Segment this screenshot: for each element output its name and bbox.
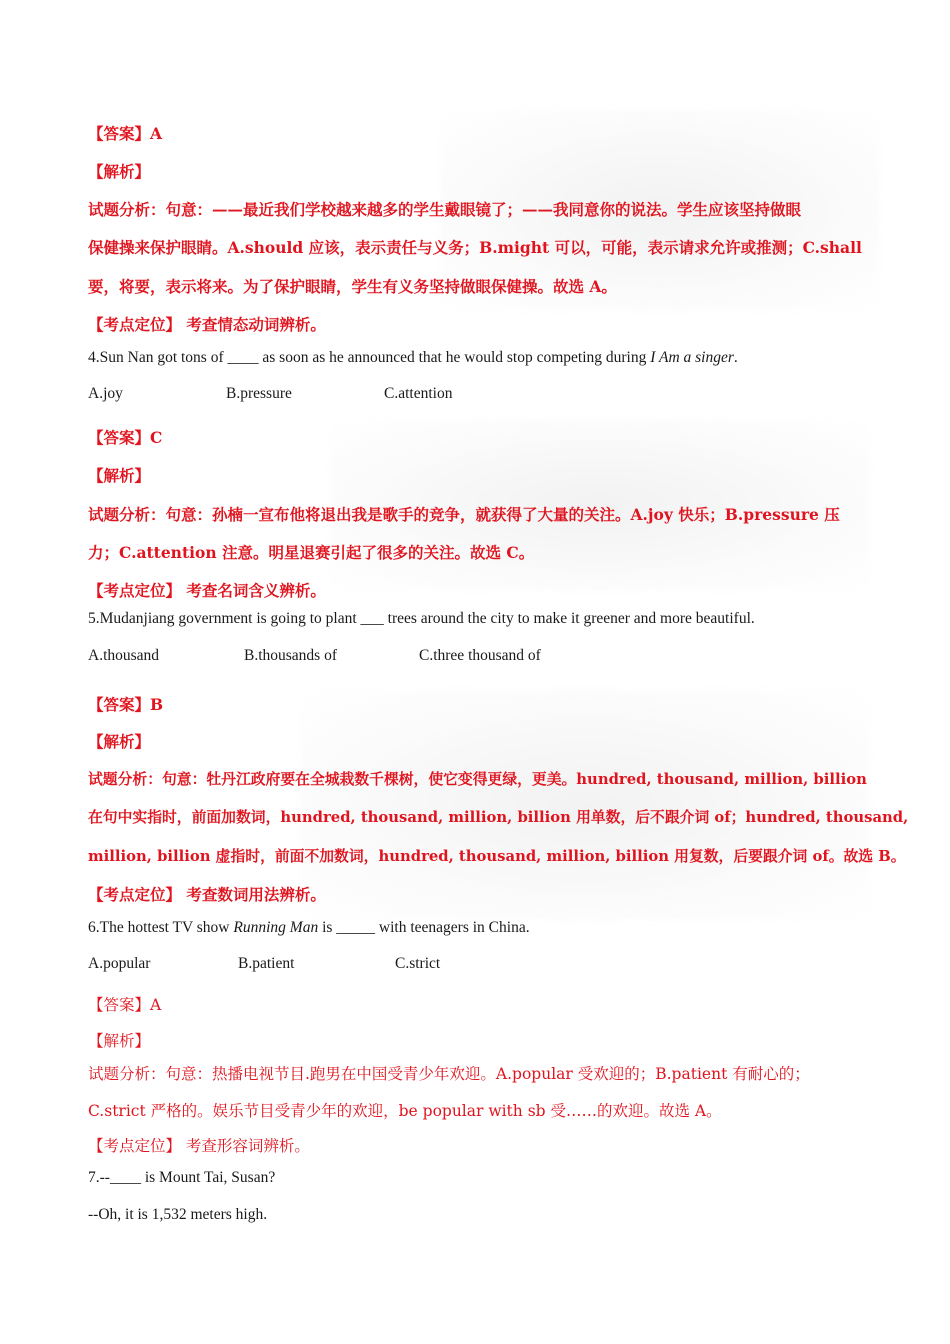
q3-point: 【考点定位】 考查情态动词辨析。: [88, 315, 326, 334]
q5-stem: 5.Mudanjiang government is going to plant ___ trees around the city to make it greener and more beautiful.: [88, 610, 755, 627]
q3-analysis-line-2: 保健操来保护眼睛。A.should 应该，表示责任与义务；B.might 可以，可能，表示请求允许或推测；C.shall: [88, 238, 862, 257]
q4-point: 【考点定位】 考查名词含义辨析。: [88, 581, 326, 600]
q5-analysis-line-3: million, billion 虚指时，前面不加数词，hundred, thousand, million, billion 用复数，后要跟介词 of。故选 B。: [88, 848, 906, 865]
q6-answer: 【答案】A: [88, 996, 162, 1014]
q5-analysis-label: 【解析】: [88, 732, 151, 751]
q6-analysis-label: 【解析】: [88, 1032, 151, 1050]
q4-option-c: C.attention: [384, 385, 453, 402]
q5-answer: 【答案】B: [88, 695, 164, 714]
q5-analysis-line-1: 试题分析：句意：牡丹江政府要在全城栽数千棵树，使它变得更绿，更美。hundred, thousand, million, billion: [88, 771, 867, 788]
q4-analysis-line-2: 力；C.attention 注意。明星退赛引起了很多的关注。故选 C。: [88, 543, 535, 562]
q5-option-b: B.thousands of: [244, 647, 337, 664]
q3-analysis-label: 【解析】: [88, 162, 151, 181]
q7-reply: --Oh, it is 1,532 meters high.: [88, 1206, 268, 1223]
q5-point: 【考点定位】 考查数词用法辨析。: [88, 885, 326, 904]
q4-option-b: B.pressure: [226, 385, 292, 402]
q4-stem: 4.Sun Nan got tons of ____ as soon as he announced that he would stop competing during I Am a singer.: [88, 349, 738, 366]
q6-analysis-line-1: 试题分析：句意：热播电视节目.跑男在中国受青少年欢迎。A.popular 受欢迎的；B.patient 有耐心的；: [88, 1065, 810, 1083]
q5-option-c: C.three thousand of: [419, 647, 541, 664]
q6-analysis-line-2: C.strict 严格的。娱乐节目受青少年的欢迎，be popular with sb 受……的欢迎。故选 A。: [88, 1102, 722, 1120]
q3-analysis-line-3: 要，将要，表示将来。为了保护眼睛，学生有义务坚持做眼保健操。故选 A。: [88, 277, 617, 296]
q3-answer: 【答案】A: [88, 124, 163, 143]
q6-point: 【考点定位】 考查形容词辨析。: [88, 1137, 310, 1155]
q6-option-c: C.strict: [395, 955, 441, 972]
q4-analysis-label: 【解析】: [88, 466, 151, 485]
q5-option-a: A.thousand: [88, 647, 160, 664]
q6-stem: 6.The hottest TV show Running Man is _____ with teenagers in China.: [88, 919, 530, 936]
q3-analysis-line-1: 试题分析：句意：——最近我们学校越来越多的学生戴眼镜了；——我同意你的说法。学生应该坚持做眼: [88, 200, 802, 219]
q6-option-a: A.popular: [88, 955, 151, 972]
q6-option-b: B.patient: [238, 955, 295, 972]
q5-analysis-line-2: 在句中实指时，前面加数词，hundred, thousand, million, billion 用单数，后不跟介词 of；hundred, thousand,: [88, 809, 909, 826]
q4-analysis-line-1: 试题分析：句意：孙楠一宣布他将退出我是歌手的竞争，就获得了大量的关注。A.joy 快乐；B.pressure 压: [88, 505, 840, 524]
watermark: [300, 690, 870, 920]
q7-stem: 7.--____ is Mount Tai, Susan?: [88, 1169, 276, 1186]
q4-option-a: A.joy: [88, 385, 123, 402]
q4-answer: 【答案】C: [88, 428, 163, 447]
